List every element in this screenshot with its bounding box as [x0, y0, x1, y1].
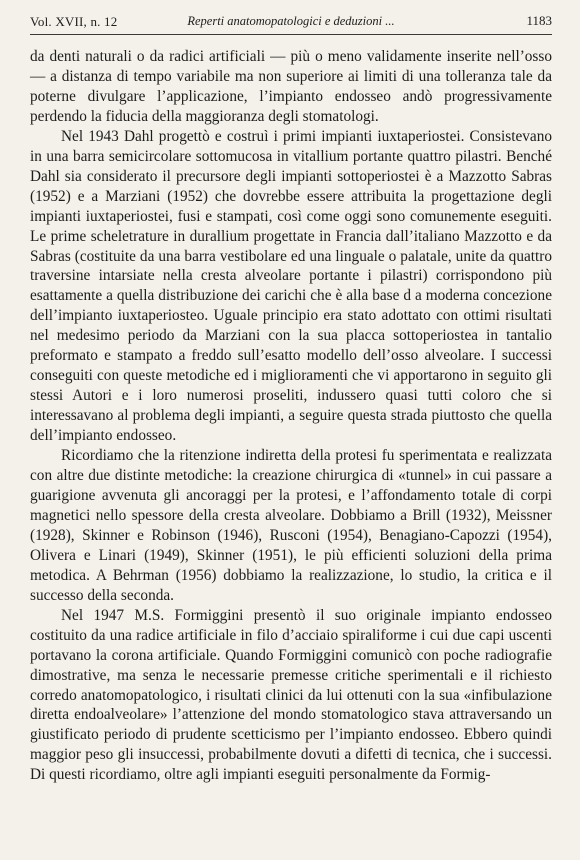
paragraph-dahl: Nel 1943 Dahl progettò e costruì i primi impianti iuxtaperiostei. Consistevano in una barra semicircolare sottomucosa in vitallium portante quattro pilastri. Benché Dahl sia considerato il precursore degli impianti sottoperiostei è a Mazzotto Sabras (1952) e a Marziani (1952) che dovrebbe essere attribuita la progettazione degli impianti iuxtaperiostei, fusi e stampati, così come oggi sono comunemente eseguiti. Le prime scheletrature in durallium progettate in Francia dall’italiano Mazzotto e da Sabras (costituite da una barra vestibolare ed una linguale o palatale, unite da quattro traversine intarsiate nella cresta alveolare portante i pilastri) corrispondono più esattamente a quella distribuzione dei carichi che è alla base d a moderna concezione dell’impianto iuxtaperiosteo. Uguale principio era stato adottato con ottimi risultati nel medesimo periodo da Marziani con la sua placca sottoperiostea in tantalio preformato e stampato a freddo sull’esatto modello dell’osso alveolare. I successi conseguiti con queste metodiche ed i miglioramenti che vi apportarono in seguito gli stessi Autori e i loro numerosi proseliti, indussero quasi tutti coloro che si interessavano al problema degli impianti, a seguire questa strada piuttosto che quella dell’impianto endosseo.	[30, 127, 552, 445]
page-number: 1183	[526, 13, 552, 28]
paragraph-continuation: da denti naturali o da radici artificiali — più o meno validamente inserite nell’osso — a distanza di tempo variabile ma non superiore ai limiti di una tolleranza tale da poterne divulgare l’applicazione, l’impianto endosseo andò progressivamente perdendo la fiducia della maggioranza degli stomatologi.	[30, 48, 552, 125]
header-rule	[30, 34, 552, 35]
page-header	[30, 10, 552, 34]
paragraph-formiggini: Nel 1947 M.S. Formiggini presentò il suo originale impianto endosseo costituito da una radice artificiale in filo d’acciaio spiraliforme i cui due capi uscenti portavano la corona artificiale. Quando Formiggini comunicò con poche radiografie dimostrative, ma senza le necessarie premesse critiche sperimentali e il richiesto corredo anatomopatologico, i risultati clinici da lui ottenuti con la sua «infibulazione diretta endoalveolare» l’attenzione del mondo stomatologico stava attraversando un giustificato periodo di prudente scetticismo per l’impianto endosseo. Ebbero quindi maggior peso gli insuccessi, probabilmente dovuti a difetti di tecnica, che i successi. Di questi ricordiamo, oltre agli impianti eseguiti personalmente da Formig-	[30, 606, 552, 784]
paragraph-ritenzione: Ricordiamo che la ritenzione indiretta della protesi fu sperimentata e realizzata con altre due distinte metodiche: la creazione chirurgica di «tunnel» in cui passare a guarigione avvenuta gli ancoraggi per la protesi, e l’affondamento totale di corpi magnetici nello spessore della cresta alveolare. Dobbiamo a Brill (1932), Meissner (1928), Skinner e Robinson (1946), Rusconi (1954), Benagiano-Capozzi (1954), Olivera e Linari (1949), Skinner (1951), le più efficienti soluzioni della prima metodica. A Behrman (1956) dobbiamo la realizzazione, lo studio, la critica e il successo della seconda.	[30, 447, 552, 604]
body-text	[30, 47, 552, 785]
running-title: Reperti anatomopatologici e deduzioni ...	[187, 14, 395, 28]
volume-label: Vol. XVII, n. 12	[30, 14, 118, 29]
